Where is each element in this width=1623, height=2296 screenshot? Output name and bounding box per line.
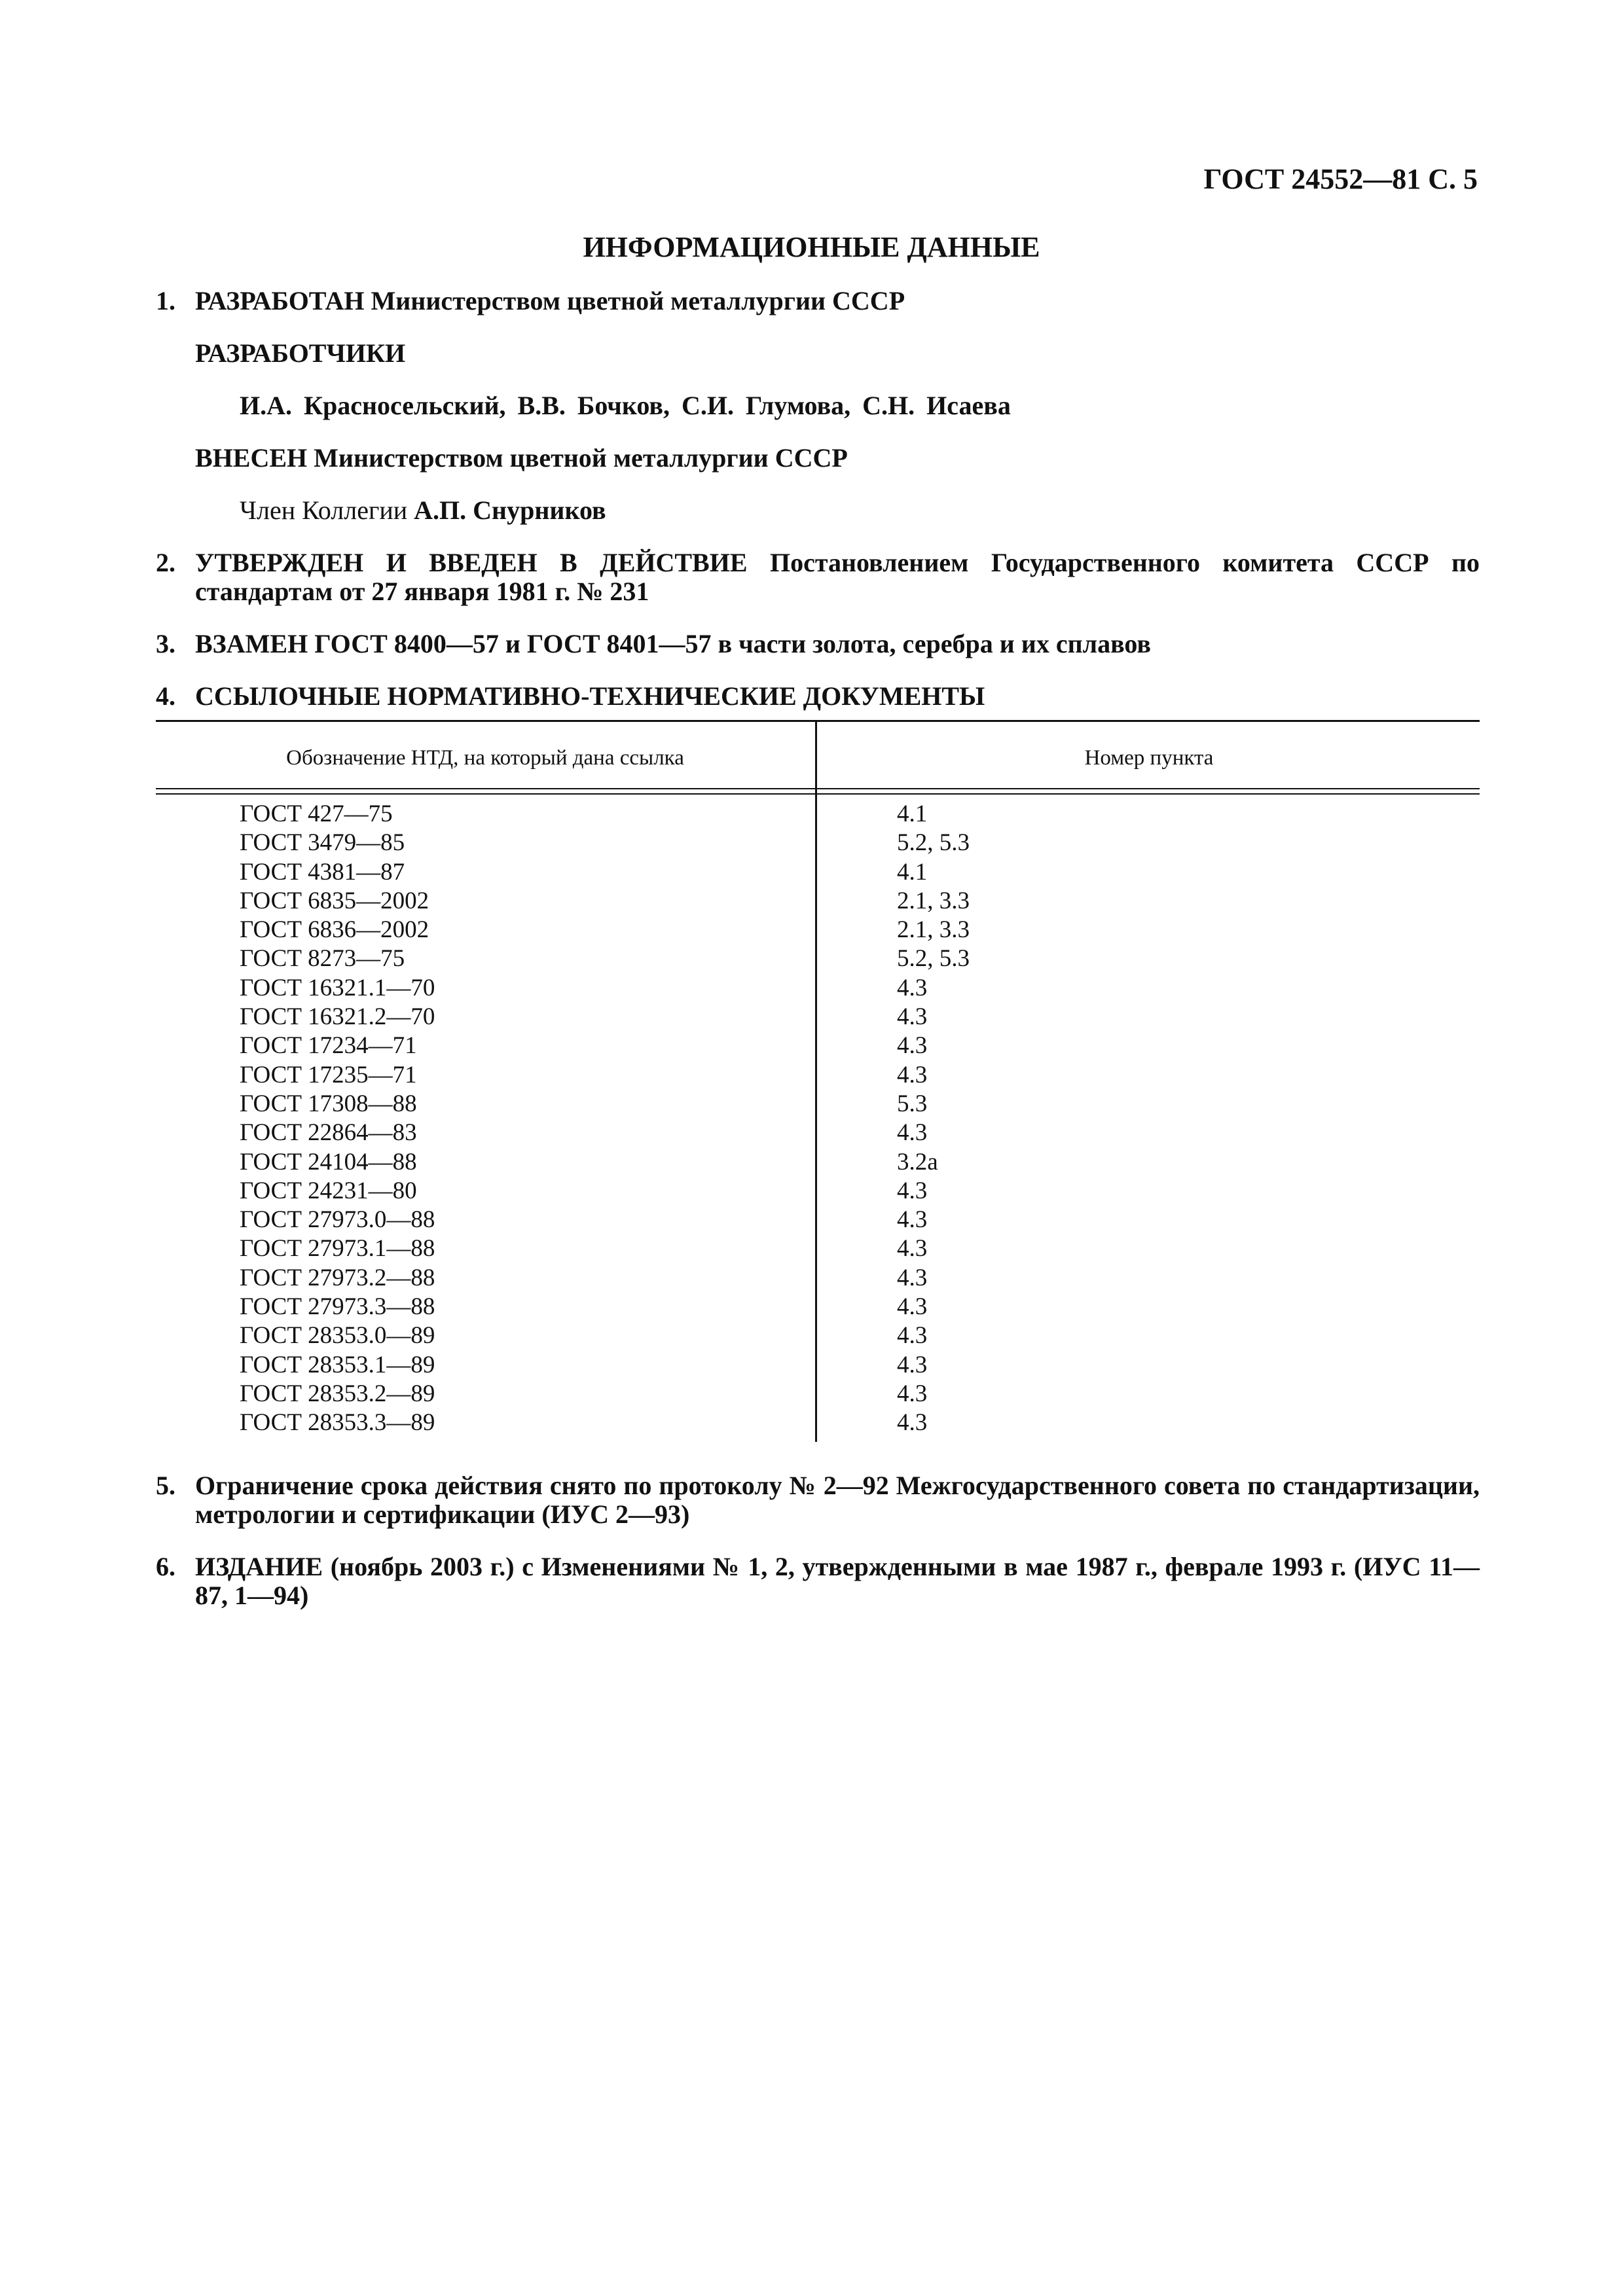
item-1-key: РАЗРАБОТАН	[195, 286, 365, 315]
table-cell-designation: ГОСТ 24104—88	[240, 1148, 417, 1175]
table-header-designation: Обозначение НТД, на который дана ссылка	[286, 746, 684, 770]
table-cell-designation: ГОСТ 27973.2—88	[240, 1264, 435, 1291]
table-cell-clause: 2.1, 3.3	[897, 916, 970, 944]
table-header-clause: Номер пункта	[1084, 746, 1214, 770]
submitted-key: ВНЕСЕН	[195, 443, 308, 473]
table-cell-designation: ГОСТ 4381—87	[240, 858, 405, 886]
item-2	[195, 548, 1480, 606]
table-cell-designation: ГОСТ 16321.1—70	[240, 974, 435, 1001]
table-cell-clause: 4.3	[897, 974, 928, 1001]
item-6-text: ИЗДАНИЕ (ноябрь 2003 г.) с Изменениями № 1, 2, утвержденными в мае 1987 г., феврале 1993 г. (ИУС 11—87, 1—94)	[195, 1552, 1480, 1610]
item-4-text: ССЫЛОЧНЫЕ НОРМАТИВНО-ТЕХНИЧЕСКИЕ ДОКУМЕНТЫ	[195, 681, 985, 711]
table-column-divider	[815, 722, 817, 1442]
table-cell-designation: ГОСТ 24231—80	[240, 1177, 417, 1204]
table-header-rule-1	[156, 788, 1480, 789]
table-cell-clause: 4.3	[897, 1235, 928, 1263]
item-2-text: Постановлением Государственного комитета СССР по стандартам от 27 января 1981 г. № 231	[195, 548, 1480, 606]
page-header: ГОСТ 24552—81 С. 5	[1203, 163, 1478, 195]
table-cell-designation: ГОСТ 427—75	[240, 800, 393, 827]
table-cell-clause: 5.3	[897, 1090, 928, 1117]
table-cell-clause: 4.1	[897, 800, 928, 827]
table-cell-clause: 4.3	[897, 1032, 928, 1060]
table-cell-designation: ГОСТ 17234—71	[240, 1032, 417, 1060]
table-cell-designation: ГОСТ 27973.3—88	[240, 1293, 435, 1321]
item-2-number: 2.	[156, 548, 175, 577]
table-cell-clause: 4.3	[897, 1003, 928, 1031]
table-cell-designation: ГОСТ 3479—85	[240, 829, 405, 857]
item-1	[156, 287, 905, 315]
table-cell-clause: 5.2, 5.3	[897, 829, 970, 857]
table-cell-designation: ГОСТ 27973.1—88	[240, 1235, 435, 1263]
table-cell-clause: 3.2а	[897, 1148, 938, 1175]
table-cell-clause: 4.3	[897, 1061, 928, 1088]
table-cell-designation: ГОСТ 17308—88	[240, 1090, 417, 1117]
table-cell-clause: 4.3	[897, 1380, 928, 1407]
table-cell-designation: ГОСТ 6836—2002	[240, 916, 429, 944]
item-5-number: 5.	[156, 1471, 175, 1500]
table-cell-designation: ГОСТ 28353.1—89	[240, 1351, 435, 1378]
table-cell-clause: 5.2, 5.3	[897, 945, 970, 973]
member-line	[240, 496, 606, 525]
member-name: А.П. Снурников	[414, 495, 606, 525]
member-prefix: Член Коллегии	[240, 495, 408, 525]
table-column-designations	[240, 800, 435, 1438]
table-column-clauses	[897, 800, 970, 1438]
table-header-rule-2	[156, 793, 1480, 795]
item-1-text: Министерством цветной металлургии СССР	[371, 286, 905, 315]
table-cell-clause: 4.3	[897, 1322, 928, 1350]
developers-list: И.А. Красносельский, В.В. Бочков, С.И. Глумова, С.Н. Исаева	[240, 391, 1011, 420]
table-cell-designation: ГОСТ 28353.3—89	[240, 1409, 435, 1437]
table-cell-designation: ГОСТ 22864—83	[240, 1119, 417, 1147]
submitted-line	[195, 444, 848, 473]
table-cell-clause: 4.3	[897, 1409, 928, 1437]
table-cell-designation: ГОСТ 6835—2002	[240, 887, 429, 914]
table-cell-designation: ГОСТ 16321.2—70	[240, 1003, 435, 1031]
table-cell-designation: ГОСТ 28353.2—89	[240, 1380, 435, 1407]
item-3	[156, 630, 1151, 658]
table-cell-clause: 4.3	[897, 1293, 928, 1321]
table-cell-clause: 4.3	[897, 1264, 928, 1291]
table-cell-clause: 4.3	[897, 1206, 928, 1234]
table-cell-designation: ГОСТ 8273—75	[240, 945, 405, 973]
item-5-text: Ограничение срока действия снято по протоколу № 2—92 Межгосударственного совета по стандартизации, метрологии и сертификации (ИУС 2—93)	[195, 1471, 1480, 1529]
item-3-number: 3.	[156, 629, 175, 658]
table-cell-clause: 4.3	[897, 1119, 928, 1147]
table-cell-designation: ГОСТ 28353.0—89	[240, 1322, 435, 1350]
submitted-text: Министерством цветной металлургии СССР	[314, 443, 848, 473]
table-cell-designation: ГОСТ 17235—71	[240, 1061, 417, 1088]
table-cell-clause: 4.3	[897, 1177, 928, 1204]
table-top-rule	[156, 720, 1480, 722]
item-1-number: 1.	[156, 286, 175, 315]
table-cell-clause: 4.3	[897, 1351, 928, 1378]
developers-label: РАЗРАБОТЧИКИ	[195, 338, 406, 368]
item-3-text: ВЗАМЕН ГОСТ 8400—57 и ГОСТ 8401—57 в части золота, серебра и их сплавов	[195, 629, 1151, 658]
table-cell-clause: 2.1, 3.3	[897, 887, 970, 914]
item-4-number: 4.	[156, 681, 175, 711]
table-cell-designation: ГОСТ 27973.0—88	[240, 1206, 435, 1234]
item-2-key: УТВЕРЖДЕН И ВВЕДЕН В ДЕЙСТВИЕ	[195, 548, 748, 577]
table-cell-clause: 4.1	[897, 858, 928, 886]
item-4	[156, 682, 985, 711]
page-title: ИНФОРМАЦИОННЫЕ ДАННЫЕ	[583, 231, 1040, 263]
item-6-number: 6.	[156, 1552, 175, 1581]
